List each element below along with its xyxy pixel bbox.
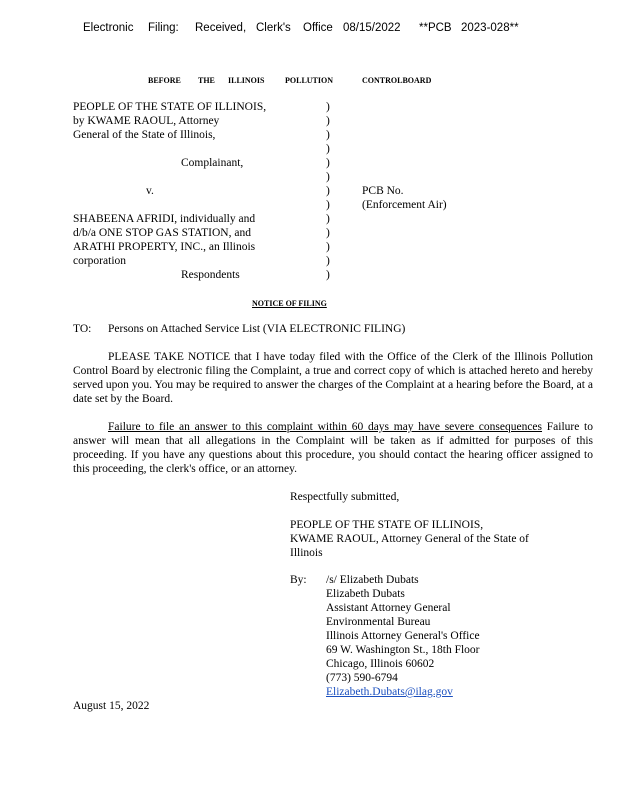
pcb-number-label: PCB No. <box>362 185 404 197</box>
signatory-raoul: KWAME RAOUL, Attorney General of the State of <box>290 533 529 545</box>
caption-paren: ) <box>326 171 330 183</box>
stamp-word: Office <box>303 22 333 34</box>
filing-stamp <box>83 21 519 35</box>
caption-paren: ) <box>326 213 330 225</box>
closing: Respectfully submitted, <box>290 491 400 503</box>
court-word: ILLINOIS <box>228 76 265 85</box>
warning-text: Failure to answer will mean that all allegations in the Complaint will be taken as if admitted for purposes of this proceeding. If you have any questions about this procedure, you should contact the hearing officer assigned to this proceeding, the clerk's office, or an attorney. <box>73 421 593 475</box>
complainant-label: Complainant, <box>181 157 244 169</box>
caption-paren: ) <box>326 255 330 267</box>
caption-paren: ) <box>326 269 330 281</box>
by-label: By: <box>290 574 307 586</box>
to-recipients: Persons on Attached Service List (VIA ELECTRONIC FILING) <box>108 323 406 335</box>
respondent-line: ARATHI PROPERTY, INC., an Illinois <box>73 241 256 253</box>
notice-title: NOTICE OF FILING <box>252 299 327 308</box>
e-signature: /s/ Elizabeth Dubats <box>326 574 419 586</box>
caption-paren: ) <box>326 143 330 155</box>
caption-paren: ) <box>326 227 330 239</box>
court-word: CONTROLBOARD <box>362 76 432 85</box>
respondent-line: corporation <box>73 255 127 267</box>
stamp-word: **PCB <box>419 22 452 34</box>
to-label: TO: <box>73 323 92 335</box>
bureau: Environmental Bureau <box>326 616 431 628</box>
city-address: Chicago, Illinois 60602 <box>326 658 435 670</box>
notice-paragraph: PLEASE TAKE NOTICE that I have today filed with the Office of the Clerk of the Illinois Pollution Control Board by electronic filing the Complaint, a true and correct copy of which is attached hereto and hereby served upon you. You may be required to answer the charges of the Complaint at a hearing before the Board, at a date set by the Board. <box>73 351 593 405</box>
stamp-word: Filing: <box>148 22 179 34</box>
plaintiff-line: by KWAME RAOUL, Attorney <box>73 115 220 127</box>
attorney-title: Assistant Attorney General <box>326 602 451 614</box>
stamp-word: Electronic <box>83 22 134 34</box>
respondents-label: Respondents <box>181 269 240 281</box>
versus-label: v. <box>146 185 154 197</box>
caption-paren: ) <box>326 101 330 113</box>
office: Illinois Attorney General's Office <box>326 630 480 642</box>
caption-paren: ) <box>326 241 330 253</box>
attorney-name: Elizabeth Dubats <box>326 588 405 600</box>
filing-date: August 15, 2022 <box>73 700 150 712</box>
respondent-line: SHABEENA AFRIDI, individually and <box>73 213 256 225</box>
enforcement-label: (Enforcement Air) <box>362 199 447 211</box>
respondent-line: d/b/a ONE STOP GAS STATION, and <box>73 227 251 239</box>
street-address: 69 W. Washington St., 18th Floor <box>326 644 480 656</box>
plaintiff-line: PEOPLE OF THE STATE OF ILLINOIS, <box>73 101 267 113</box>
caption-paren: ) <box>326 115 330 127</box>
email-link[interactable]: Elizabeth.Dubats@ilag.gov <box>326 686 453 698</box>
stamp-word: 2023-028** <box>461 22 519 34</box>
court-word: BEFORE <box>148 76 181 85</box>
caption-paren: ) <box>326 199 330 211</box>
caption-paren: ) <box>326 157 330 169</box>
phone: (773) 590-6794 <box>326 672 398 684</box>
plaintiff-line: General of the State of Illinois, <box>73 129 216 141</box>
warning-paragraph <box>73 420 593 476</box>
court-word: POLLUTION <box>285 76 334 85</box>
stamp-word: 08/15/2022 <box>343 22 401 34</box>
stamp-word: Received, <box>195 22 247 34</box>
court-heading <box>148 74 431 88</box>
signatory-raoul: Illinois <box>290 547 323 559</box>
stamp-word: Clerk's <box>256 22 291 34</box>
warning-underlined: Failure to file an answer to this complaint within 60 days may have severe consequences <box>108 421 543 433</box>
court-word: THE <box>198 76 215 85</box>
caption-paren: ) <box>326 185 330 197</box>
signatory-people: PEOPLE OF THE STATE OF ILLINOIS, <box>290 519 484 531</box>
caption-paren: ) <box>326 129 330 141</box>
